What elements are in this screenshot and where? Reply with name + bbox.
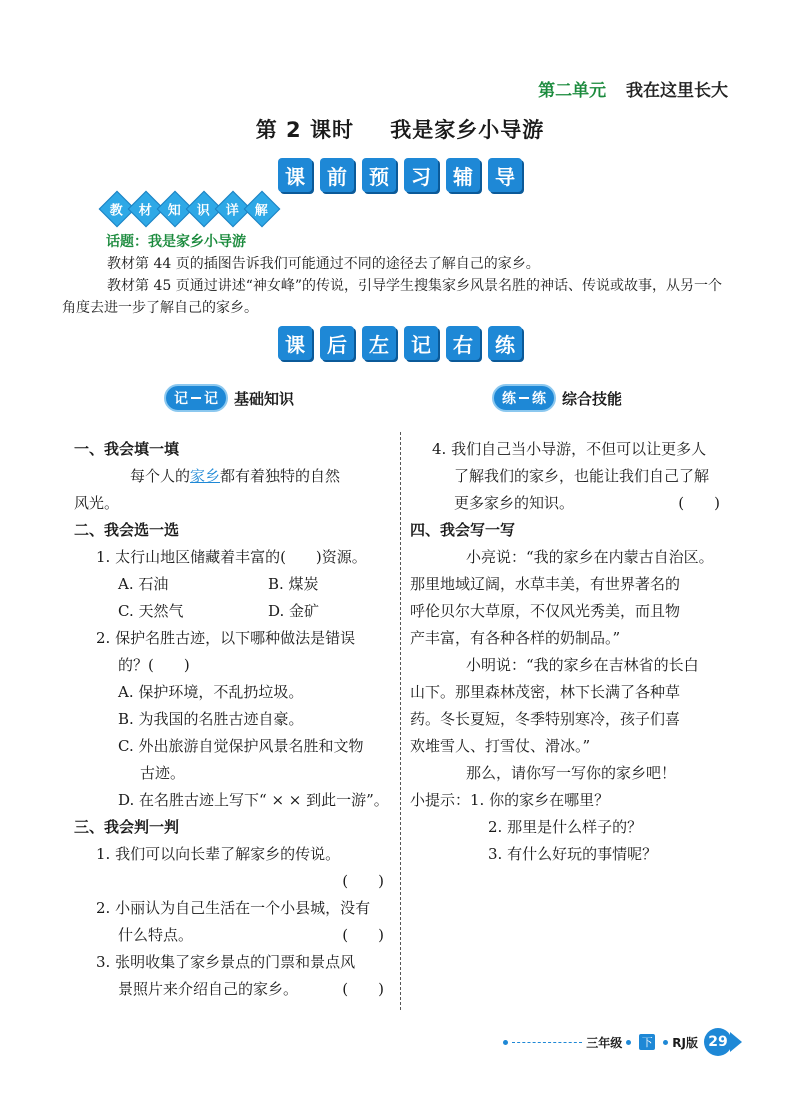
q2-item-2-cont: 的？( ) [118,656,190,674]
footer-dot [626,1040,631,1045]
label-diamond: 知 [157,191,194,228]
q2-item-2-c-cont: 古迹。 [140,764,186,782]
answer-paren: ( ) [342,926,384,944]
banner-char: 练 [488,326,522,360]
q3-heading: 三、我会判一判 [74,818,180,836]
q3-item-4-cont-1: 了解我们的家乡，也能让我们自己了解 [454,467,710,485]
q2-item-2-d: D. 在名胜古迹上写下“ × × 到此一游”。 [118,791,389,809]
q2-item-2-a: A. 保护环境，不乱扔垃圾。 [118,683,304,701]
q2-options-row-1: A. 石油 B. 煤炭 [118,575,319,593]
footer-line [512,1042,582,1043]
lesson-title [0,114,800,144]
xiaoming-line-3: 药。冬长夏短，冬季特别寒冷，孩子们喜 [410,710,681,728]
banner-char: 右 [446,326,480,360]
q3-item-4-cont-2: 更多家乡的知识。 ( ) [410,490,728,517]
banner-char: 习 [404,158,438,192]
remember-pill: 记 记 [164,384,228,412]
q4-heading: 四、我会写一写 [410,521,516,539]
unit-header [538,76,728,101]
edition-label: RJ版 [672,1035,698,1050]
xiaoliang-line-1: 小亮说：“我的家乡在内蒙古自治区。 [466,548,714,566]
right-column [410,436,728,868]
pre-study-banner [0,158,800,192]
banner-char: 课 [278,158,312,192]
grade-label: 三年级 [586,1035,623,1050]
fill-answer: 家乡 [190,467,221,485]
lesson-name: 我是家乡小导游 [390,118,545,142]
banner-char: 课 [278,326,312,360]
xiaoliang-line-2: 那里地域辽阔，水草丰美，有世界著名的 [410,575,681,593]
after-class-banner [0,326,800,360]
label-diamond: 详 [215,191,252,228]
knowledge-paragraph-1: 教材第 44 页的插图告诉我们可能通过不同的途径去了解自己的家乡。 [107,256,540,272]
tip-2: 2. 那里是什么样子的？ [488,818,643,836]
q2-item-2: 2. 保护名胜古迹，以下哪种做法是错误 [96,629,356,647]
answer-paren: ( ) [342,872,384,890]
q2-heading: 二、我会选一选 [74,521,180,539]
q1-line-1: 每个人的家乡都有着独特的自然 [130,467,341,485]
practice-pill: 练 练 [492,384,556,412]
label-diamond: 材 [128,191,165,228]
answer-paren: ( ) [678,494,720,512]
banner-char: 记 [404,326,438,360]
xiaoliang-line-4: 产丰富，有各种各样的奶制品。” [410,629,621,647]
term-badge: 下 [639,1034,655,1050]
banner-char: 预 [362,158,396,192]
left-column [74,436,392,1003]
banner-char: 前 [320,158,354,192]
q3-item-2: 2. 小丽认为自己生活在一个小县城，没有 [96,899,371,917]
label-diamond: 解 [244,191,281,228]
q3-item-4: 4. 我们自己当小导游，不但可以让更多人 [432,440,707,458]
write-prompt: 那么，请你写一写你的家乡吧！ [466,764,677,782]
xiaoliang-line-3: 呼伦贝尔大草原，不仅风光秀美，而且物 [410,602,681,620]
lesson-number: 第 2 课时 [255,118,354,142]
q2-item-2-c: C. 外出旅游自觉保护风景名胜和文物 [118,737,364,755]
knowledge-paragraph-2: 教材第 45 页通过讲述“神女峰”的传说，引导学生搜集家乡风景名胜的神话、传说或故事，从另一个角度去进一步了解自己的家乡。 [62,278,723,316]
page-footer [499,1028,742,1056]
q3-item-1: 1. 我们可以向长辈了解家乡的传说。 [96,845,341,863]
xiaoming-line-1: 小明说：“我的家乡在吉林省的长白 [466,656,699,674]
banner-char: 辅 [446,158,480,192]
unit-number: 第二单元 [538,81,607,101]
page-number: 29 [704,1028,732,1056]
banner-char: 后 [320,326,354,360]
unit-title: 我在这里长大 [626,81,728,101]
xiaoming-line-2: 山下。那里森林茂密，林下长满了各种草 [410,683,681,701]
q2-options-row-2: C. 天然气 D. 金矿 [118,602,320,620]
label-diamond: 教 [99,191,136,228]
banner-char: 左 [362,326,396,360]
tip-1: 小提示：1. 你的家乡在哪里？ [410,791,610,809]
banner-char: 导 [488,158,522,192]
topic-line: 话题：我是家乡小导游 [106,234,246,250]
q3-item-3-cont: 景照片来介绍自己的家乡。 ( ) [74,976,392,1003]
q1-heading: 一、我会填一填 [74,440,180,458]
q2-item-2-b: B. 为我国的名胜古迹自豪。 [118,710,304,728]
answer-paren: ( ) [342,980,384,998]
q1-line-2: 风光。 [74,494,120,512]
knowledge-label [104,196,278,222]
section-title: 基础知识 [234,389,295,408]
q2-item-1: 1. 太行山地区储藏着丰富的( )资源。 [96,548,367,566]
footer-dot [503,1040,508,1045]
section-title: 综合技能 [562,389,623,408]
page-arrow-icon [730,1032,742,1052]
basic-knowledge-heading [164,384,294,412]
column-divider [400,432,401,1010]
skills-heading [492,384,622,412]
footer-dot [663,1040,668,1045]
xiaoming-line-4: 欢堆雪人、打雪仗、滑冰。” [410,737,591,755]
q3-item-2-cont: 什么特点。 ( ) [74,922,392,949]
tip-3: 3. 有什么好玩的事情呢？ [488,845,658,863]
q3-item-3: 3. 张明收集了家乡景点的门票和景点风 [96,953,356,971]
label-diamond: 识 [186,191,223,228]
